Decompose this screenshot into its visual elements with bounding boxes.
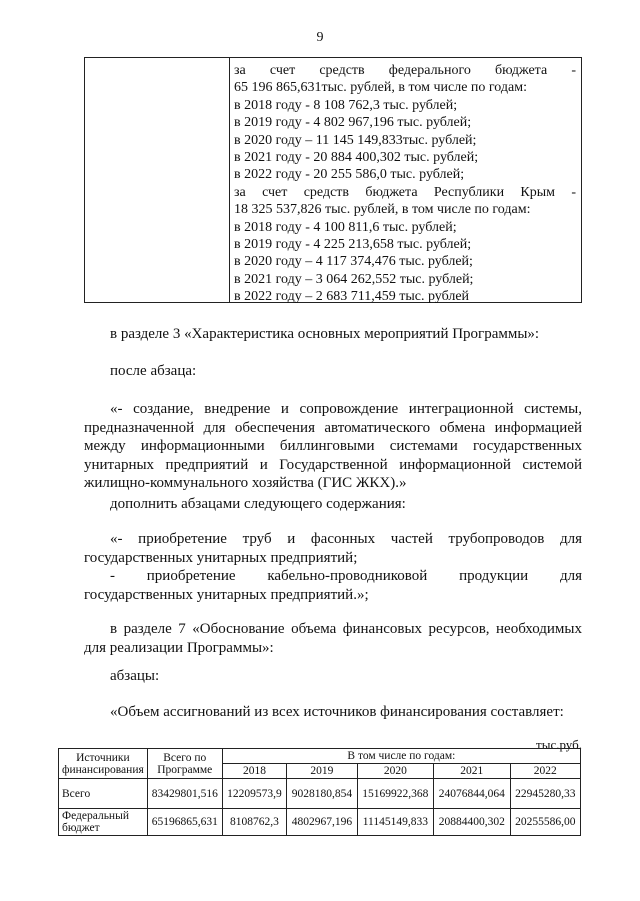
- year-header: 2019: [287, 764, 357, 779]
- row-value: 24076844,064: [434, 779, 510, 809]
- year-header: 2018: [222, 764, 286, 779]
- quote-line: предназначенной для обеспечения автоматического обмена информацией: [84, 419, 582, 436]
- funding-line: в 2020 году – 4 117 374,476 тыс. рублей;: [234, 254, 473, 270]
- row-total: 83429801,516: [147, 779, 222, 809]
- funding-line: в 2020 году – 11 145 149,833тыс. рублей;: [234, 132, 477, 148]
- program-funding-table: [84, 57, 582, 303]
- funding-line: 65 196 865,631тыс. рублей, в том числе по годам:: [234, 80, 527, 96]
- quote-line: унитарных предприятий и Государственной информационной системой: [84, 456, 582, 473]
- row-value: 8108762,3: [222, 809, 286, 836]
- paragraph-after: после абзаца:: [110, 363, 197, 379]
- header-row: [59, 749, 581, 764]
- funding-line: в 2022 году – 2 683 711,459 тыс. рублей: [234, 289, 470, 305]
- table-row: [59, 779, 581, 809]
- funding-line: в 2019 году - 4 802 967,196 тыс. рублей;: [234, 115, 472, 131]
- row-value: 12209573,9: [222, 779, 286, 809]
- quote-line: жилищно-коммунального хозяйства (ГИС ЖКХ).»: [84, 475, 407, 491]
- row-total: 65196865,631: [147, 809, 222, 836]
- funding-line: в 2021 году - 20 884 400,302 тыс. рублей;: [234, 150, 479, 166]
- funding-line: в 2021 году – 3 064 262,552 тыс. рублей;: [234, 271, 474, 287]
- row-value: 22945280,33: [510, 779, 580, 809]
- quote-line: между информационными биллинговыми системами государственных: [84, 438, 582, 454]
- paragraph-quote-creation: [84, 400, 582, 493]
- funding-line: в 2022 году - 20 255 586,0 тыс. рублей;: [234, 167, 465, 183]
- funding-line: 18 325 537,826 тыс. рублей, в том числе по годам:: [234, 202, 531, 218]
- quote-line: государственных унитарных предприятий;: [84, 549, 358, 566]
- row-value: 20884400,302: [434, 809, 510, 836]
- header-years-group: В том числе по годам:: [222, 749, 580, 764]
- row-value: 4802967,196: [287, 809, 357, 836]
- section-7-line: в разделе 7 «Обоснование объема финансовых ресурсов, необходимых: [110, 621, 582, 637]
- row-value: 11145149,833: [357, 809, 433, 836]
- quote-line: «- создание, внедрение и сопровождение интеграционной системы,: [110, 401, 582, 417]
- row-value: 9028180,854: [287, 779, 357, 809]
- funding-line: в 2018 году - 8 108 762,3 тыс. рублей;: [234, 97, 458, 113]
- year-header: 2021: [434, 764, 510, 779]
- paragraph-section-7: [84, 620, 582, 657]
- finance-sources-table: [58, 748, 581, 836]
- unit-label: тыс.руб.: [536, 737, 582, 752]
- row-value: 15169922,368: [357, 779, 433, 809]
- table-row: [59, 809, 581, 836]
- quote-line: «- приобретение труб и фасонных частей трубопроводов для: [110, 531, 582, 547]
- paragraph-quote-purchase: [84, 530, 582, 604]
- funding-line: за счет средств бюджета Республики Крым -: [234, 184, 576, 200]
- year-header: 2022: [510, 764, 580, 779]
- page-number: 9: [316, 30, 324, 45]
- paragraph-abzacy: абзацы:: [110, 668, 160, 684]
- quote-line: государственных унитарных предприятий.»;: [84, 586, 369, 603]
- funding-line: в 2018 году - 4 100 811,6 тыс. рублей;: [234, 219, 457, 235]
- funding-text-cell: [234, 62, 576, 306]
- funding-line: в 2019 году - 4 225 213,658 тыс. рублей;: [234, 237, 472, 253]
- paragraph-supplement: дополнить абзацами следующего содержания:: [110, 496, 406, 512]
- row-value: 20255586,00: [510, 809, 580, 836]
- quote-line: - приобретение кабельно-проводниковой продукции для: [110, 568, 582, 584]
- row-label: Всего: [59, 779, 148, 809]
- year-header: 2020: [357, 764, 433, 779]
- header-sources: Источники финансирования: [59, 749, 148, 779]
- funding-line: за счет средств федерального бюджета -: [234, 63, 576, 78]
- paragraph-section-3: в разделе 3 «Характеристика основных мероприятий Программы»:: [110, 326, 540, 342]
- empty-left-cell: [85, 58, 230, 302]
- header-total: Всего по Программе: [147, 749, 222, 779]
- section-7-line: для реализации Программы»:: [84, 639, 274, 656]
- row-label: Федеральный бюджет: [59, 809, 148, 836]
- paragraph-volume: «Объем ассигнований из всех источников финансирования составляет:: [110, 704, 564, 720]
